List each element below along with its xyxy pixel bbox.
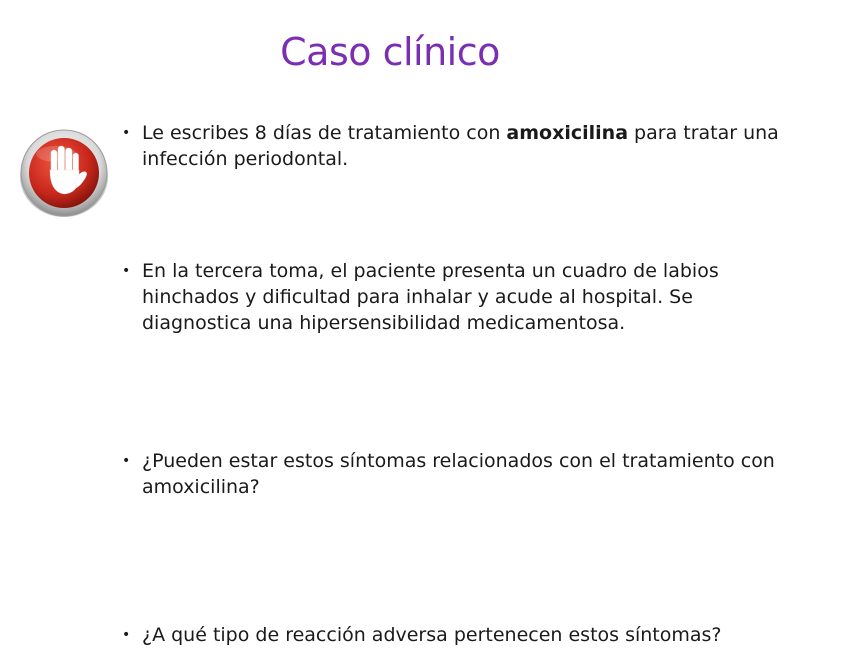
bullet-dot: •	[122, 627, 131, 643]
stop-hand-icon	[18, 128, 110, 220]
bullet-dot: •	[122, 125, 131, 141]
bullet-text-pre: Le escribes 8 días de tratamiento con	[142, 122, 507, 144]
bullet-text: ¿A qué tipo de reacción adversa pertenecen estos síntomas?	[142, 624, 722, 646]
bullet-text: ¿Pueden estar estos síntomas relacionados con el tratamiento con amoxicilina?	[142, 450, 775, 498]
bullet-text-bold: amoxicilina	[506, 122, 629, 144]
list-item	[122, 258, 782, 336]
slide-title: Caso clínico	[280, 30, 500, 74]
bullet-dot: •	[122, 263, 131, 279]
list-item	[122, 120, 782, 172]
list-item	[122, 622, 782, 648]
list-item	[122, 448, 782, 500]
bullet-dot: •	[122, 453, 131, 469]
bullet-list	[122, 120, 782, 646]
bullet-text: En la tercera toma, el paciente presenta un cuadro de labios hinchados y dificultad para inhalar y acude al hospital. Se diagnostica una hipersensibilidad medicamentosa.	[142, 260, 719, 334]
bullet-text-post: para tratar una infección periodontal.	[142, 122, 779, 170]
